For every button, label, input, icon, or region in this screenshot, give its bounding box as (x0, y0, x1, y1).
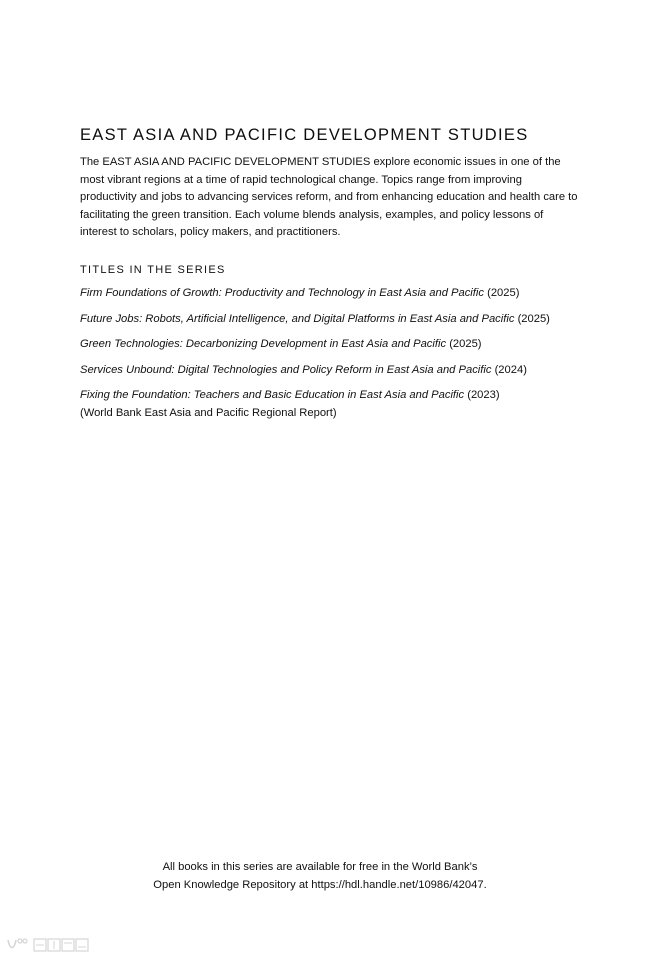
title-item (80, 387, 580, 422)
book-year: (2023) (467, 389, 500, 402)
book-title: Firm Foundations of Growth: Productivity and Technology in East Asia and Pacific (80, 286, 484, 299)
series-description: The EAST ASIA AND PACIFIC DEVELOPMENT STUDIES explore economic issues in one of the most vibrant regions at a time of rapid technological change. Topics range from improving productivity and jobs to advancing services reform, and from enhancing education and health care to facilitating the green transition. Each volume blends analysis, examples, and policy lessons of interest to scholars, policy makers, and practitioners. (80, 156, 578, 239)
series-section (80, 126, 580, 431)
book-year: (2025) (487, 286, 520, 299)
title-item (80, 336, 580, 354)
book-title: Fixing the Foundation: Teachers and Basic Education in East Asia and Pacific (80, 389, 465, 402)
title-item (80, 311, 580, 329)
book-title: Green Technologies: Decarbonizing Development in East Asia and Pacific (80, 338, 447, 351)
book-year: (2025) (517, 312, 550, 325)
title-item (80, 362, 580, 380)
watermark-logo-icon (6, 936, 90, 954)
book-year: (2024) (494, 363, 527, 376)
watermark (6, 936, 90, 954)
availability-line-1: All books in this series are available for free in the World Bank’s (162, 861, 478, 873)
availability-note (0, 859, 640, 894)
book-title: Future Jobs: Robots, Artificial Intelligence, and Digital Platforms in East Asia and Pacific (80, 312, 515, 325)
availability-line-2: Open Knowledge Repository at https://hdl.handle.net/10986/42047. (153, 878, 487, 891)
titles-list (80, 285, 580, 423)
title-item (80, 285, 580, 303)
book-note: (World Bank East Asia and Pacific Regional Report) (80, 406, 337, 419)
book-title: Services Unbound: Digital Technologies and Policy Reform in East Asia and Pacific (80, 363, 492, 376)
series-heading: EAST ASIA AND PACIFIC DEVELOPMENT STUDIES (80, 126, 529, 144)
book-year: (2025) (449, 338, 482, 351)
titles-heading: TITLES IN THE SERIES (80, 263, 226, 276)
